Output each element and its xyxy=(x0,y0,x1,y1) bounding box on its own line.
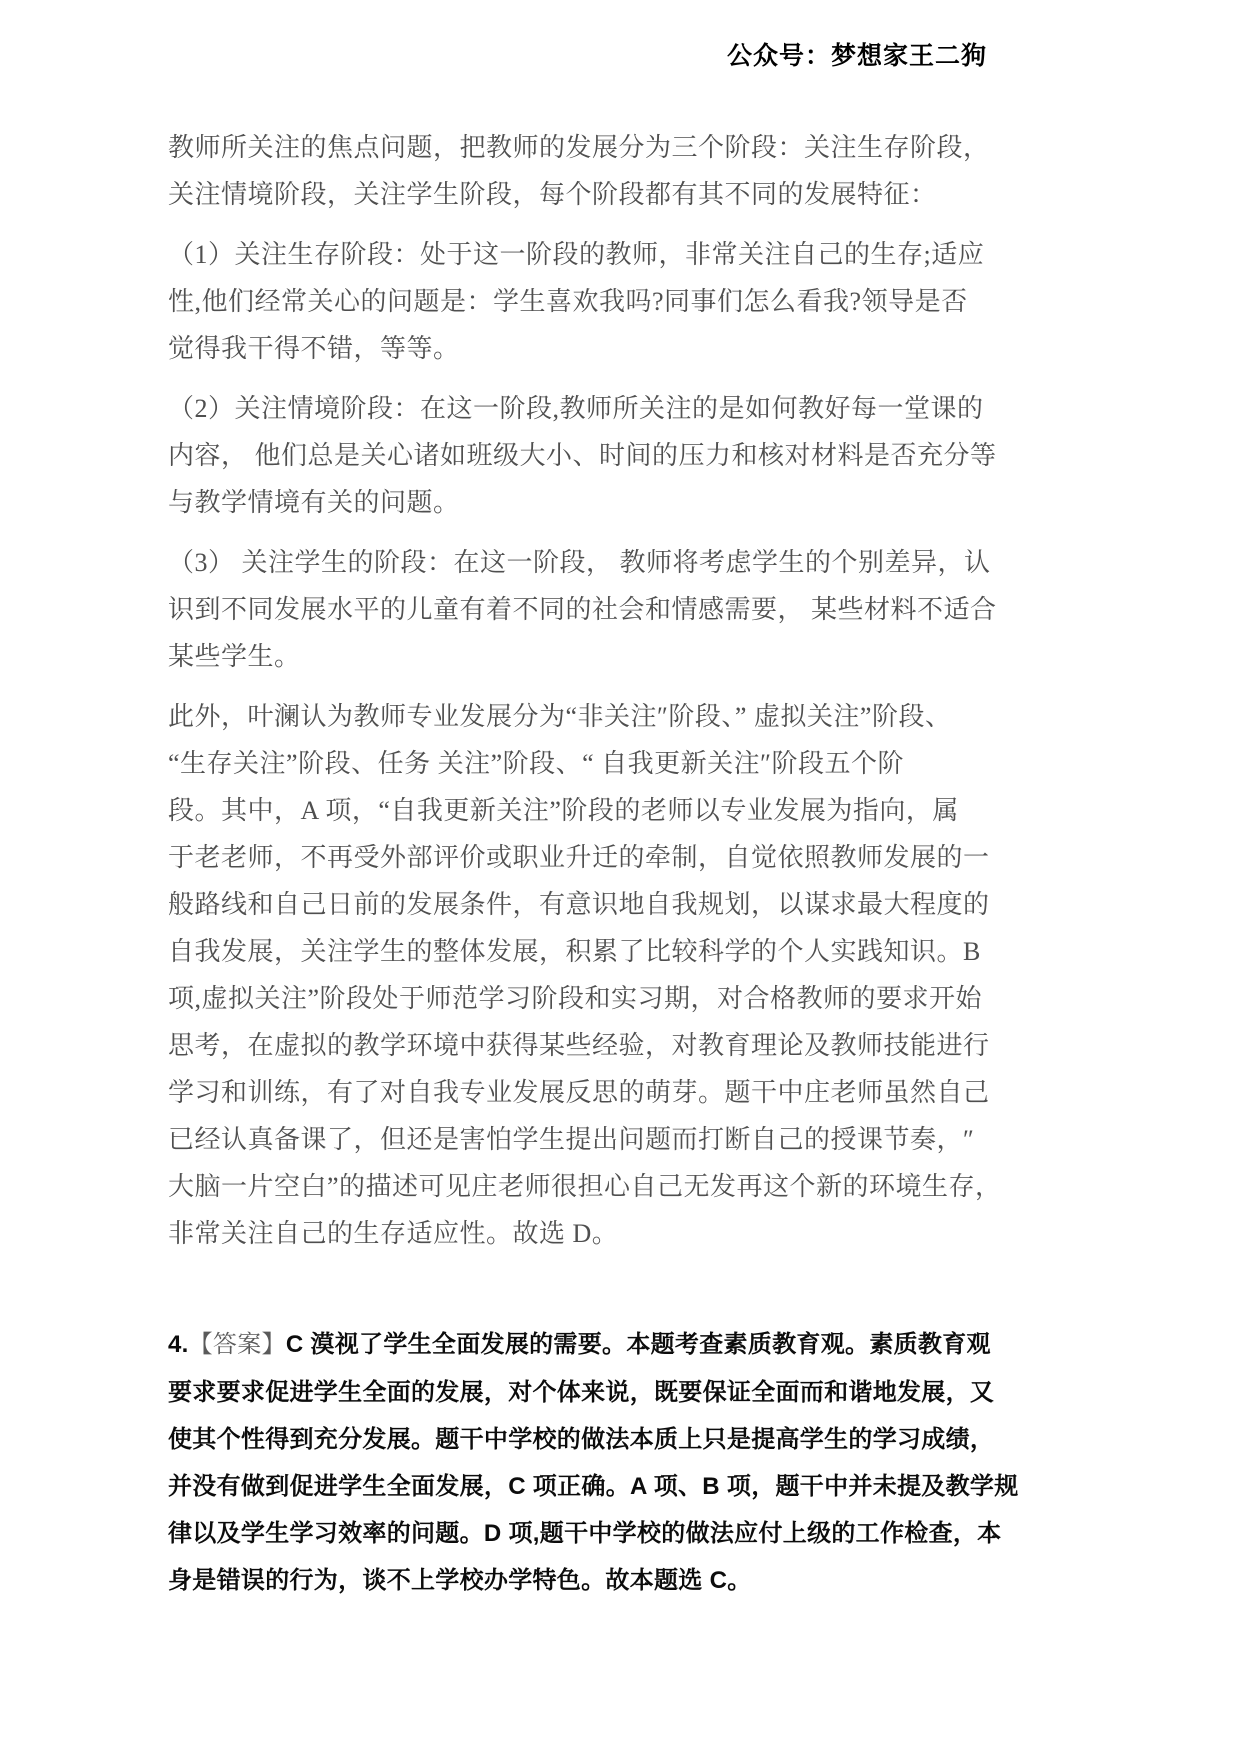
text-line: 般路线和自己日前的发展条件，有意识地自我规划，以谋求最大程度的 xyxy=(168,890,990,919)
text-line: 内容， 他们总是关心诸如班级大小、时间的压力和核对材料是否充分等 xyxy=(168,441,997,470)
question-number: 4. xyxy=(168,1331,189,1358)
paragraph-3 xyxy=(168,385,998,526)
paragraph-4 xyxy=(168,539,998,680)
paragraph-6 xyxy=(168,1321,1019,1604)
text-line: 思考，在虚拟的教学环境中获得某些经验，对教育理论及教师技能进行 xyxy=(168,1031,990,1060)
text-line: “生存关注”阶段、任务 关注”阶段、“ 自我更新关注″阶段五个阶 xyxy=(168,749,904,778)
text-line: 学习和训练，有了对自我专业发展反思的萌芽。题干中庄老师虽然自己 xyxy=(168,1078,990,1107)
text-line: 身是错误的行为，谈不上学校办学特色。故本题选 C。 xyxy=(168,1567,752,1594)
text-line: 于老老师，不再受外部评价或职业升迁的牵制，自觉依照教师发展的一 xyxy=(168,843,990,872)
document-body xyxy=(168,124,1019,1617)
text-line: （2）关注情境阶段：在这一阶段,教师所关注的是如何教好每一堂课的 xyxy=(168,394,984,423)
paragraph-2 xyxy=(168,231,998,372)
text-line: 性,他们经常关心的问题是：学生喜欢我吗?同事们怎么看我?领导是否 xyxy=(168,287,968,316)
text-line: 觉得我干得不错，等等。 xyxy=(168,334,460,363)
text-line: 并没有做到促进学生全面发展，C 项正确。A 项、B 项，题干中并未提及教学规 xyxy=(168,1473,1019,1500)
text-line: 段。其中，A 项，“自我更新关注”阶段的老师以专业发展为指向，属 xyxy=(168,796,959,825)
text-line: 教师所关注的焦点问题，把教师的发展分为三个阶段：关注生存阶段， xyxy=(168,133,990,162)
watermark-header: 公众号：梦想家王二狗 xyxy=(726,42,987,70)
text-line: 此外，叶澜认为教师专业发展分为“非关注″阶段、” 虚拟关注”阶段、 xyxy=(168,702,952,731)
text-line: 自我发展，关注学生的整体发展，积累了比较科学的个人实践知识。B xyxy=(168,937,981,966)
text-line: （1）关注生存阶段：处于这一阶段的教师，非常关注自己的生存;适应 xyxy=(168,240,985,269)
answer-text: C 漠视了学生全面发展的需要。本题考查素质教育观。素质教育观 xyxy=(285,1331,991,1358)
text-line: 识到不同发展水平的儿童有着不同的社会和情感需要， 某些材料不适合 xyxy=(168,595,997,624)
paragraph-1 xyxy=(168,124,998,218)
paragraph-5 xyxy=(168,693,1002,1257)
text-line xyxy=(168,1321,998,1369)
text-line: 项,虚拟关注”阶段处于师范学习阶段和实习期，对合格教师的要求开始 xyxy=(168,984,983,1013)
text-line: 律以及学生学习效率的问题。D 项,题干中学校的做法应付上级的工作检查，本 xyxy=(168,1520,1002,1547)
text-line: 某些学生。 xyxy=(168,642,301,671)
text-line: 已经认真备课了，但还是害怕学生提出问题而打断自己的授课节奏，″ xyxy=(168,1125,975,1154)
text-line: 与教学情境有关的问题。 xyxy=(168,488,460,517)
text-line: 关注情境阶段，关注学生阶段，每个阶段都有其不同的发展特征： xyxy=(168,180,937,209)
text-line: 要求要求促进学生全面的发展，对个体来说，既要保证全面而和谐地发展，又 xyxy=(168,1379,995,1406)
answer-label: 【答案】 xyxy=(188,1332,286,1358)
text-line: 非常关注自己的生存适应性。故选 D。 xyxy=(168,1219,619,1248)
text-line: 使其个性得到充分发展。题干中学校的做法本质上只是提高学生的学习成绩， xyxy=(168,1426,995,1453)
text-line: 大脑一片空白”的描述可见庄老师很担心自己无发再这个新的环境生存， xyxy=(168,1172,1002,1201)
text-line: （3） 关注学生的阶段：在这一阶段， 教师将考虑学生的个别差异，认 xyxy=(168,548,991,577)
